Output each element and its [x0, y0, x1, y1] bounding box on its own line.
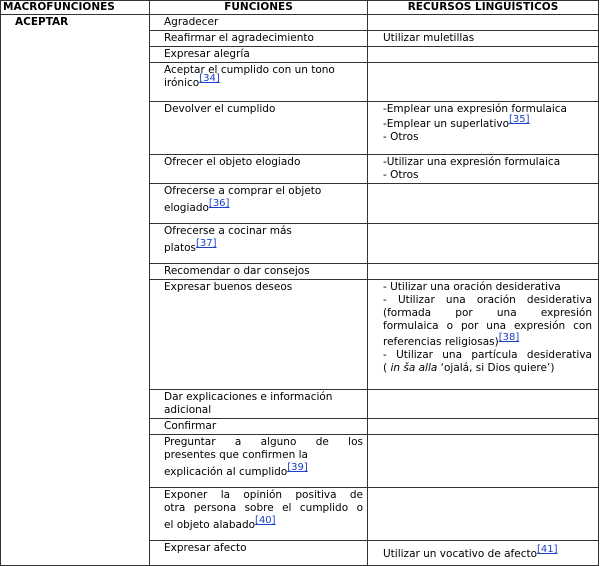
resource-cell — [368, 102, 599, 155]
resource-text: -Utilizar una expresión formulaica — [383, 156, 561, 168]
function-text: adicional — [164, 404, 212, 416]
function-text: elogiado — [164, 202, 209, 214]
footnote-link[interactable]: [37] — [196, 238, 217, 249]
function-cell — [150, 435, 368, 488]
footnote-link[interactable]: [41] — [537, 544, 558, 555]
resource-text: - Otros — [383, 131, 419, 143]
footnote-link[interactable]: [40] — [255, 515, 276, 526]
resource-cell — [368, 488, 599, 541]
header-row — [1, 1, 599, 15]
function-cell: Expresar buenos deseos — [150, 280, 368, 390]
footnote-link[interactable]: [38] — [498, 332, 520, 343]
resource-cell — [368, 184, 599, 224]
function-cell: Devolver el cumplido — [150, 102, 368, 155]
function-text: el objeto alabado — [164, 519, 256, 531]
footnote-link[interactable]: [35] — [509, 114, 530, 125]
footnote-link[interactable]: [39] — [287, 462, 308, 473]
resource-text: ‘ojalá, si Dios quiere’) — [437, 362, 555, 374]
footnote-link[interactable]: [36] — [208, 198, 230, 209]
function-cell: Expresar alegría — [150, 47, 368, 63]
function-text: Ofrecerse a comprar el objeto — [164, 185, 322, 197]
resource-text: - Utilizar una oración desiderativa — [383, 294, 592, 306]
function-text: platos — [164, 242, 197, 254]
resource-line — [383, 114, 594, 131]
header-funciones: FUNCIONES — [150, 1, 368, 15]
function-cell — [150, 390, 368, 419]
footnote-link[interactable]: [34] — [199, 73, 220, 84]
resource-text: (formada por una expresión — [383, 307, 592, 319]
resource-text: ( — [383, 362, 391, 374]
function-text: Aceptar el cumplido con un tono — [164, 64, 335, 76]
header-macrofunciones: MACROFUNCIONES — [1, 1, 150, 15]
resource-cell — [368, 15, 599, 31]
table-row — [1, 15, 599, 31]
resource-cell — [368, 280, 599, 390]
resource-cell — [368, 390, 599, 419]
function-text: Preguntar a alguno de los — [164, 436, 363, 448]
resource-text: -Emplear un superlativo — [383, 118, 510, 130]
function-cell — [150, 63, 368, 102]
function-text: Ofrecerse a cocinar más — [164, 225, 292, 237]
function-text: Dar explicaciones e información — [164, 391, 333, 403]
resource-text: - Otros — [383, 169, 419, 181]
resource-text: formulaica o por una expresión con — [383, 320, 592, 332]
resource-cell — [368, 47, 599, 63]
resource-text: Utilizar un vocativo de afecto — [383, 548, 538, 560]
resource-cell — [368, 435, 599, 488]
function-cell: Recomendar o dar consejos — [150, 264, 368, 280]
resource-cell — [368, 541, 599, 566]
function-text: Exponer la opinión positiva de — [164, 489, 363, 501]
resource-cell — [368, 419, 599, 435]
function-cell: Confirmar — [150, 419, 368, 435]
resource-cell: Utilizar muletillas — [368, 31, 599, 47]
function-cell — [150, 488, 368, 541]
resource-cell — [368, 224, 599, 264]
function-cell: Ofrecer el objeto elogiado — [150, 155, 368, 184]
function-cell — [150, 184, 368, 224]
function-text: explicación al cumplido — [164, 466, 288, 478]
macrofunction-cell: ACEPTAR — [1, 15, 150, 566]
resource-text: -Emplear una expresión formulaica — [383, 103, 567, 115]
header-recursos: RECURSOS LINGÜÍSTICOS — [368, 1, 599, 15]
function-cell — [150, 224, 368, 264]
resource-cell — [368, 155, 599, 184]
resource-text: - Utilizar una oración desiderativa — [383, 281, 561, 293]
resource-text: referencias religiosas) — [383, 336, 499, 348]
function-cell: Expresar afecto — [150, 541, 368, 566]
function-text: irónico — [164, 77, 200, 89]
resource-cell — [368, 63, 599, 102]
resource-text: in ša alla — [390, 362, 438, 374]
resource-text: - Utilizar una partícula desiderativa — [383, 349, 592, 361]
function-text: presentes que confirmen la — [164, 449, 308, 461]
function-text: otra persona sobre el cumplido o — [164, 502, 363, 514]
function-cell: Reafirmar el agradecimiento — [150, 31, 368, 47]
resource-cell — [368, 264, 599, 280]
function-cell: Agradecer — [150, 15, 368, 31]
